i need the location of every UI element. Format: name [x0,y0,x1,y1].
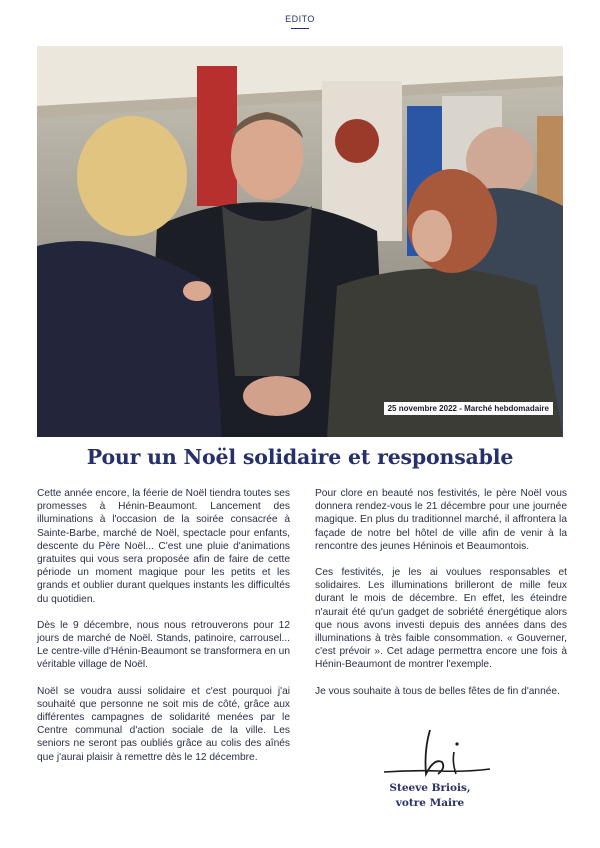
signatory-role: votre Maire [395,797,465,809]
paragraph: Cette année encore, la féerie de Noël tiendra toutes ses promesses à Hénin-Beaumont. Lancement des illuminations à l'occasion de la soirée consacrée à Sainte-Barbe, marché de Noël, spectacle pour enfants, descente du Père Noël... C'est une pluie d'animations gratuites qui vous sera proposée afin de faire de cette période un moment magique pour les petits et les grands et oublier durant quelques instants les difficultés du quotidien. [37,488,290,605]
signatory-name: Steeve Briois, [389,782,471,794]
paragraph: Noël se voudra aussi solidaire et c'est pourquoi j'ai souhaité que personne ne soit mis de côté, grâce aux différentes campagnes de solidarité menées par le Centre communal d'action sociale de la ville. Les seniors ne seront pas oubliés grâce au colis des aînés que j'aurai plaisir à remettre dès le 12 décembre. [37,685,290,763]
section-label-underline [291,28,309,29]
paragraph: Je vous souhaite à tous de belles fêtes de fin d'année. [315,685,560,697]
signature-block [360,781,500,811]
article-column-left [37,487,290,777]
paragraph: Dès le 9 décembre, nous nous retrouverons pour 12 jours de marché de Noël. Stands, patinoire, carrousel... Le centre-ville d'Hénin-Beaumont se transformera en un véritable village de Noël. [37,619,290,671]
article-column-right [315,487,567,711]
market-photo-illustration [37,46,563,437]
photo-caption: 25 novembre 2022 - Marché hebdomadaire [384,402,553,415]
paragraph: Pour clore en beauté nos festivités, le père Noël vous donnera rendez-vous le 21 décembre pour une journée magique. En plus du traditionnel marché, il affrontera la façade de notre bel hôtel de ville afin de venir à la rencontre des jeunes Héninois et Beaumontois. [315,488,567,552]
handwritten-signature [382,728,492,780]
paragraph: Ces festivités, je les ai voulues responsables et solidaires. Les illuminations brilleront de mille feux durant le mois de décembre. En effet, les éteindre n'aurait été qu'un gadget de sobriété énergétique alors que nous avons investi depuis des années dans des illuminations à très faible consommation. « Gouverner, c'est prévoir ». Cet adage permettra encore une fois à Hénin-Beaumont de montrer l'exemple. [315,567,567,671]
article-title: Pour un Noël solidaire et responsable [86,445,514,469]
market-photo [37,46,563,437]
section-label: EDITO [285,14,315,24]
